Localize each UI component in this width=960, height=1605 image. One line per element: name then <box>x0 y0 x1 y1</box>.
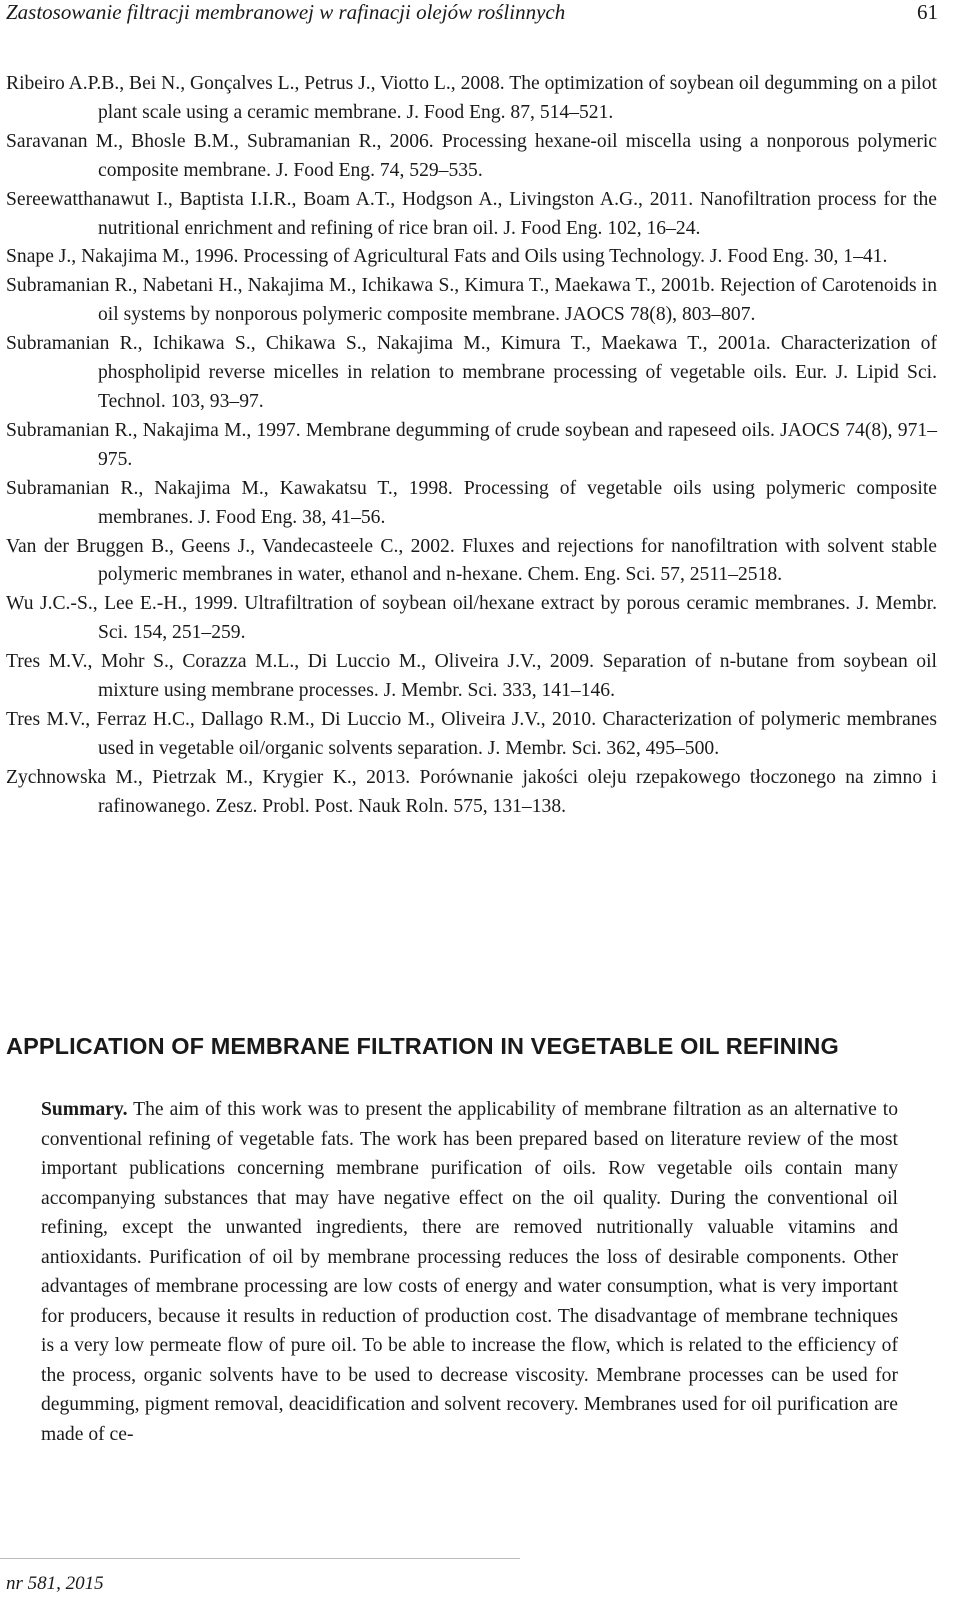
reference-item: Tres M.V., Mohr S., Corazza M.L., Di Luccio M., Oliveira J.V., 2009. Separation of n-butane from soybean oil mixture using membrane processes. J. Membr. Sci. 333, 141–146. <box>6 651 937 702</box>
footer-issue: nr 581, 2015 <box>6 1573 104 1594</box>
reference-item: Zychnowska M., Pietrzak M., Krygier K., 2013. Porównanie jakości oleju rzepakowego tłoczonego na zimno i rafinowanego. Zesz. Probl. Post. Nauk Roln. 575, 131–138. <box>6 766 937 817</box>
reference-item: Saravanan M., Bhosle B.M., Subramanian R., 2006. Processing hexane-oil miscella using a nonporous polymeric composite membrane. J. Food Eng. 74, 529–535. <box>6 130 937 181</box>
reference-item: Snape J., Nakajima M., 1996. Processing of Agricultural Fats and Oils using Technology. J. Food Eng. 30, 1–41. <box>6 246 888 268</box>
reference-item: Van der Bruggen B., Geens J., Vandecasteele C., 2002. Fluxes and rejections for nanofiltration with solvent stable polymeric membranes in water, ethanol and n-hexane. Chem. Eng. Sci. 57, 2511–2518. <box>6 535 937 586</box>
page-number: 61 <box>917 0 938 24</box>
reference-list <box>6 70 937 822</box>
summary-paragraph <box>41 1095 898 1449</box>
reference-item: Sereewatthanawut I., Baptista I.I.R., Boam A.T., Hodgson A., Livingston A.G., 2011. Nanofiltration process for the nutritional enrichment and refining of rice bran oil. J. Food Eng. 102, 16–24. <box>6 188 937 239</box>
footer-divider <box>0 1558 520 1559</box>
reference-item: Subramanian R., Nabetani H., Nakajima M., Ichikawa S., Kimura T., Maekawa T., 2001b. Rejection of Carotenoids in oil systems by nonporous polymeric composite membrane. JAOCS 78(8), 803–807. <box>6 275 937 326</box>
reference-item: Ribeiro A.P.B., Bei N., Gonçalves L., Petrus J., Viotto L., 2008. The optimization of soybean oil degumming on a pilot plant scale using a ceramic membrane. J. Food Eng. 87, 514–521. <box>6 73 937 123</box>
section-title: APPLICATION OF MEMBRANE FILTRATION IN VEGETABLE OIL REFINING <box>6 1033 839 1059</box>
summary-text: The aim of this work was to present the applicability of membrane filtration as an alternative to conventional refining of vegetable fats. The work has been prepared based on literature review of the most important publications concerning membrane purification of oils. Row vegetable oils contain many accompanying substances that may have negative effect on the oil quality. During the conventional oil refining, except the unwanted ingredients, there are removed nutritionally valuable vitamins and antioxidants. Purification of oil by membrane processing reduces the loss of desirable components. Other advantages of membrane processing are low costs of energy and water consumption, what is very important for producers, because it results in reduction of production cost. The disadvantage of membrane techniques is a very low permeate flow of pure oil. To be able to increase the flow, which is related to the efficiency of the process, organic solvents have to be used to decrease viscosity. Membrane processes can be used for degumming, pigment removal, deacidification and solvent recovery. Membranes used for oil purification are made of ce- <box>41 1099 898 1445</box>
reference-item: Wu J.C.-S., Lee E.-H., 1999. Ultrafiltration of soybean oil/hexane extract by porous ceramic membranes. J. Membr. Sci. 154, 251–259. <box>6 593 937 644</box>
reference-item: Tres M.V., Ferraz H.C., Dallago R.M., Di Luccio M., Oliveira J.V., 2010. Characterization of polymeric membranes used in vegetable oil/organic solvents separation. J. Membr. Sci. 362, 495–500. <box>6 708 937 759</box>
running-header-title: Zastosowanie filtracji membranowej w rafinacji olejów roślinnych <box>6 0 566 24</box>
reference-item: Subramanian R., Ichikawa S., Chikawa S., Nakajima M., Kimura T., Maekawa T., 2001a. Characterization of phospholipid reverse micelles in relation to membrane processing of vegetable oils. Eur. J. Lipid Sci. Technol. 103, 93–97. <box>6 333 937 412</box>
reference-item: Subramanian R., Nakajima M., 1997. Membrane degumming of crude soybean and rapeseed oils. JAOCS 74(8), 971–975. <box>6 419 937 470</box>
reference-item: Subramanian R., Nakajima M., Kawakatsu T., 1998. Processing of vegetable oils using polymeric composite membranes. J. Food Eng. 38, 41–56. <box>6 477 937 528</box>
summary-label: Summary. <box>41 1099 128 1120</box>
running-header <box>6 0 938 28</box>
